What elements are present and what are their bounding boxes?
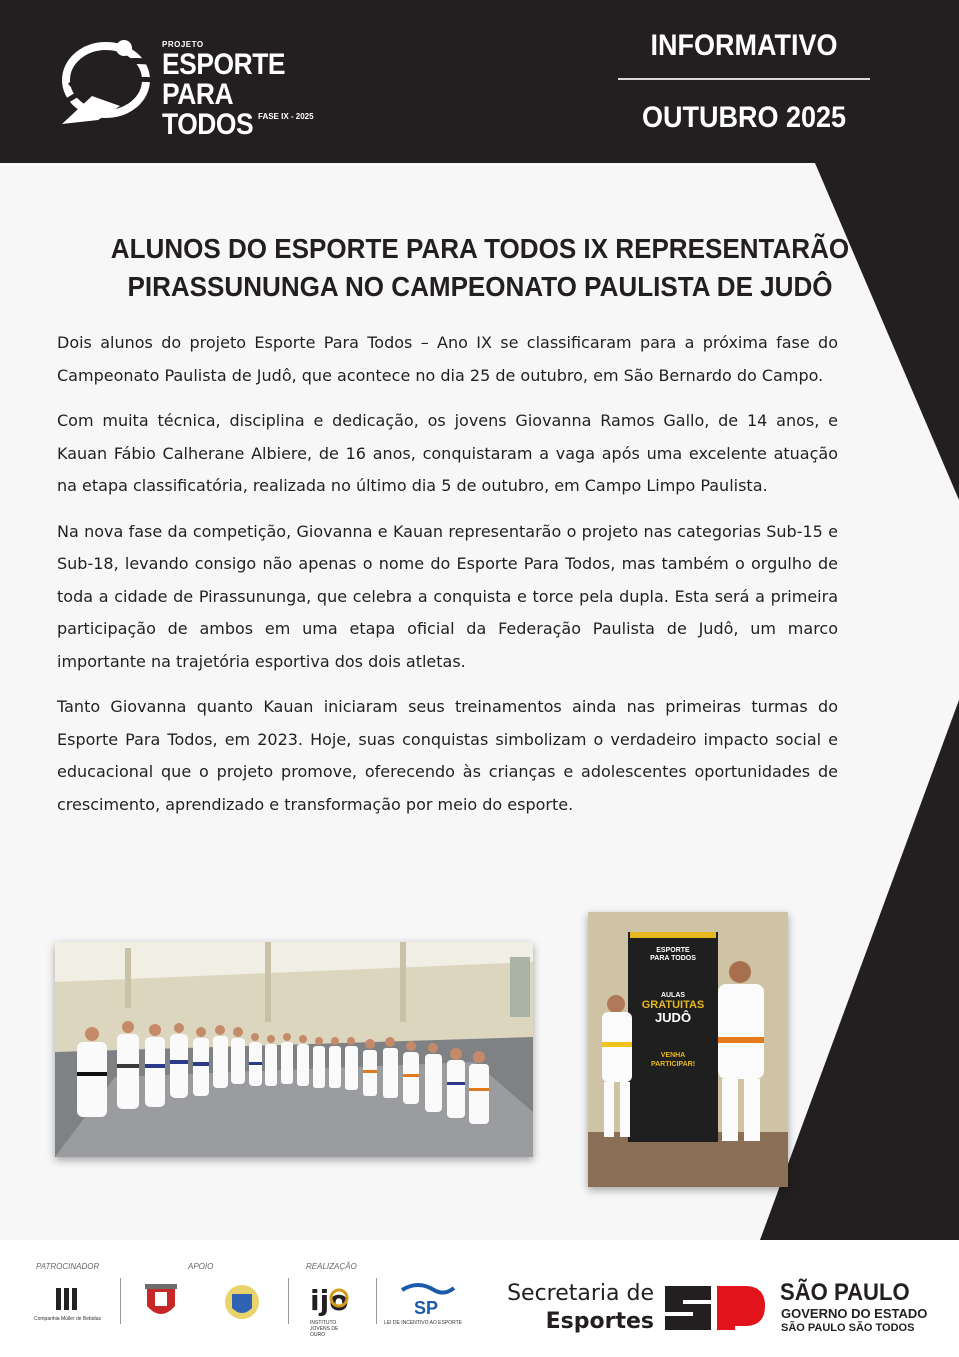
newsletter-date: OUTUBRO 2025 (641, 101, 847, 134)
project-logo (62, 36, 322, 141)
logo-line2: PARA TODOS (162, 78, 254, 141)
dojo-group-image (55, 942, 533, 1157)
banner-line5: PARTICIPAR! (650, 1061, 696, 1068)
runner-logo-icon (62, 36, 162, 126)
banner-line3: JUDÔ (654, 1010, 692, 1025)
paragraph: Na nova fase da competição, Giovanna e Kauan representarão o projeto nas categorias Sub-15 e Sub-18, levando consigo não apenas o nome do Esporte Para Todos, mas também o orgulho de toda a cidade de Pirassununga, que celebra a conquista e torce pela dupla. Esta será a primeira participação de ambos em uma etapa oficial da Federação Paulista de Judô, um marco importante na trajetória esportiva dos dois atletas. (57, 521, 838, 671)
sponsor-name: Companhia Müller de Bebidas (34, 1316, 101, 1322)
banner-line4: VENHA (660, 1052, 686, 1059)
logo-line1: ESPORTE (162, 48, 286, 81)
header-divider (618, 78, 870, 80)
ijo-logo-icon (306, 1280, 356, 1320)
lie-sp-logo-icon (398, 1280, 456, 1320)
secretaria-text (500, 1280, 654, 1336)
banner-line1: AULAS (660, 992, 686, 999)
ijo-name: INSTITUTO JOVENS DE OURO (310, 1320, 339, 1338)
page-header (0, 0, 959, 163)
banner-line2: GRATUITAS (641, 999, 705, 1011)
athletes-photo (588, 912, 788, 1187)
logo-phase: FASE IX - 2025 (258, 112, 314, 121)
sponsor-label: PATROCINADOR (36, 1262, 100, 1271)
footer-divider (288, 1278, 289, 1324)
sp-gov-logo-icon (665, 1282, 769, 1334)
banner-brand1: ESPORTE (656, 947, 690, 954)
svg-text:SP: SP (414, 1298, 439, 1318)
page-footer (0, 1240, 959, 1357)
svg-text:ijo: ijo (310, 1284, 349, 1317)
paragraph: Com muita técnica, disciplina e dedicação, os jovens Giovanna Ramos Gallo, de 14 anos, e Kauan Fábio Calherane Albiere, de 16 anos, conquistaram a vaga após uma excelente atuação na etapa classificatória, realizada no último dia 5 de outubro, em Campo Limpo Paulista. (57, 411, 838, 495)
support-crest-icon (222, 1282, 262, 1324)
headline-line2: PIRASSUNUNGA NO CAMPEONATO PAULISTA DE JUDÔ (127, 271, 833, 302)
athletes-banner-image (588, 912, 788, 1187)
header-info (618, 24, 870, 140)
logo-pre: PROJETO (162, 40, 204, 49)
city-crest-icon (143, 1282, 179, 1324)
sp-gov-sub1: GOVERNO DO ESTADO (781, 1306, 928, 1321)
newsletter-label: INFORMATIVO (650, 29, 838, 62)
paragraph: Dois alunos do projeto Esporte Para Todos – Ano IX se classificaram para a próxima fase do Campeonato Paulista de Judô, que acontece no dia 25 de outubro, em São Bernardo do Campo. (57, 333, 838, 385)
footer-divider (120, 1278, 121, 1324)
secretaria-line2: Esportes (545, 1309, 654, 1334)
group-photo (55, 942, 533, 1157)
footer-divider (376, 1278, 377, 1324)
banner-brand2: PARA TODOS (650, 955, 696, 962)
sp-gov-title: SÃO PAULO (780, 1279, 910, 1306)
support-label: APOIO (188, 1262, 214, 1271)
secretaria-line1: Secretaria de (507, 1281, 654, 1306)
paragraph: Tanto Giovanna quanto Kauan iniciaram seus treinamentos ainda nas primeiras turmas do Esporte Para Todos, em 2023. Hoje, suas conquistas simbolizam o verdadeiro impacto social e educacional que o projeto promove, oferecendo às crianças e adolescentes oportunidades de crescimento, aprendizado e transformação por meio do esporte. (57, 697, 838, 814)
article-body (57, 327, 838, 834)
headline-line1: ALUNOS DO ESPORTE PARA TODOS IX REPRESENTARÃO (110, 233, 850, 264)
lie-caption: LEI DE INCENTIVO AO ESPORTE (384, 1320, 462, 1326)
sponsor-logo-icon (52, 1284, 82, 1314)
realization-label: REALIZAÇÃO (306, 1262, 357, 1271)
article-headline (71, 230, 889, 306)
sp-gov-sub2: SÃO PAULO SÃO TODOS (781, 1322, 915, 1334)
